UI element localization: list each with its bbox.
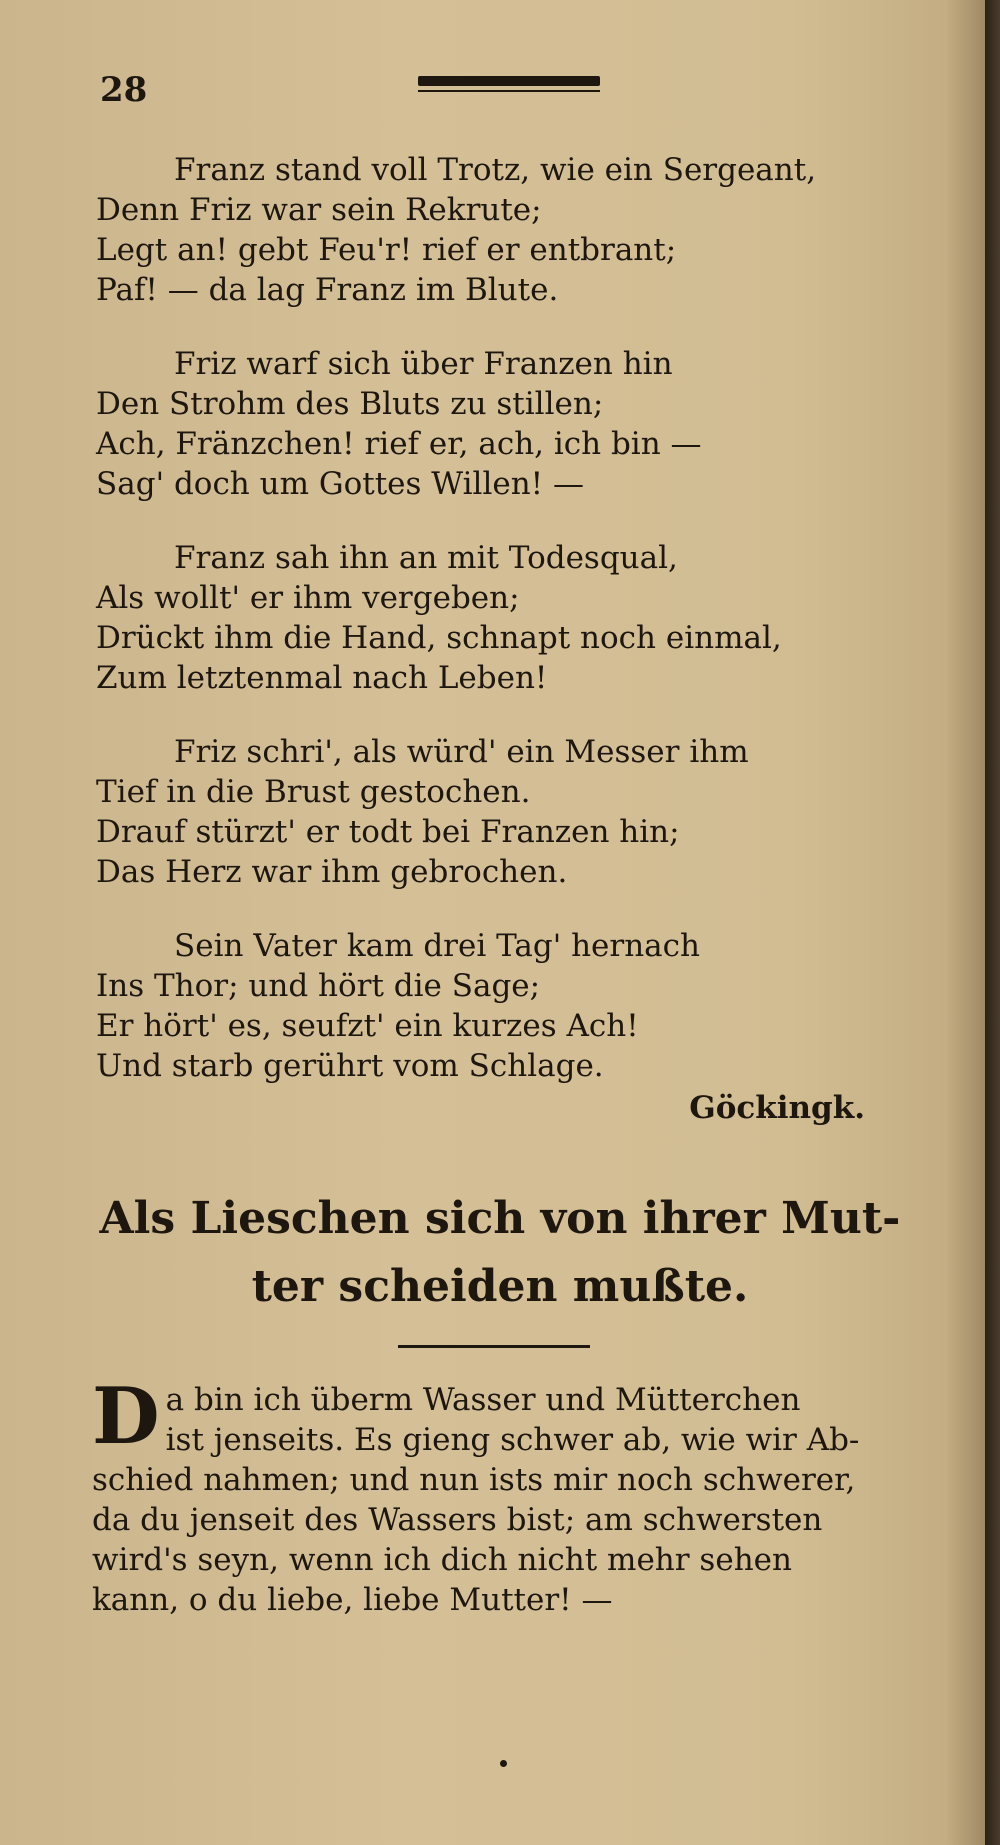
book-spine [985, 0, 1000, 1845]
poem-line: Franz stand voll Trotz, wie ein Sergeant, [174, 152, 817, 188]
poem-line: Franz sah ihn an mit Todesqual, [174, 540, 678, 576]
poem [96, 150, 936, 1120]
prose-line: wird's seyn, wenn ich dich nicht mehr sehen [92, 1542, 792, 1578]
poem-line: Zum letztenmal nach Leben! [96, 660, 548, 696]
stanza [96, 150, 936, 310]
poem-line: Den Strohm des Bluts zu stillen; [96, 386, 604, 422]
section-heading [80, 1185, 920, 1321]
poem-line: Legt an! gebt Feu'r! rief er entbrant; [96, 232, 677, 268]
prose-line: schied nahmen; und nun ists mir noch schwerer, [92, 1462, 856, 1498]
poem-line: Ach, Fränzchen! rief er, ach, ich bin — [96, 426, 702, 462]
ink-dot [500, 1760, 507, 1767]
prose-line: a bin ich überm Wasser und Mütterchen [165, 1382, 801, 1418]
poem-line: Friz warf sich über Franzen hin [174, 346, 673, 382]
poem-author: Göckingk. [689, 1090, 865, 1126]
prose-paragraph [92, 1371, 892, 1620]
stanza [96, 538, 936, 698]
stanza [96, 926, 936, 1086]
prose-line: kann, o du liebe, liebe Mutter! — [92, 1582, 613, 1618]
poem-line: Und starb gerührt vom Schlage. [96, 1048, 604, 1084]
poem-line: Als wollt' er ihm vergeben; [96, 580, 520, 616]
header-rule [418, 76, 600, 86]
stanza [96, 344, 936, 504]
poem-line: Friz schri', als würd' ein Messer ihm [174, 734, 749, 770]
page-number: 28 [100, 70, 148, 110]
prose-line: ist jenseits. Es gieng schwer ab, wie wir Ab- [165, 1422, 860, 1458]
prose-line: da du jenseit des Wassers bist; am schwersten [92, 1502, 823, 1538]
poem-line: Sein Vater kam drei Tag' hernach [174, 928, 700, 964]
poem-line: Drauf stürzt' er todt bei Franzen hin; [96, 814, 680, 850]
drop-cap: D [92, 1371, 160, 1462]
poem-line: Drückt ihm die Hand, schnapt noch einmal, [96, 620, 782, 656]
poem-line: Das Herz war ihm gebrochen. [96, 854, 568, 890]
heading-line-2: ter scheiden mußte. [251, 1261, 749, 1312]
poem-line: Tief in die Brust gestochen. [96, 774, 531, 810]
poem-line: Sag' doch um Gottes Willen! — [96, 466, 584, 502]
poem-line: Denn Friz war sein Rekrute; [96, 192, 542, 228]
heading-line-1: Als Lieschen sich von ihrer Mut- [99, 1193, 901, 1244]
poem-line: Ins Thor; und hört die Sage; [96, 968, 541, 1004]
stanza [96, 732, 936, 892]
poem-line: Paf! — da lag Franz im Blute. [96, 272, 559, 308]
section-divider [398, 1345, 590, 1348]
poem-line: Er hört' es, seufzt' ein kurzes Ach! [96, 1008, 639, 1044]
